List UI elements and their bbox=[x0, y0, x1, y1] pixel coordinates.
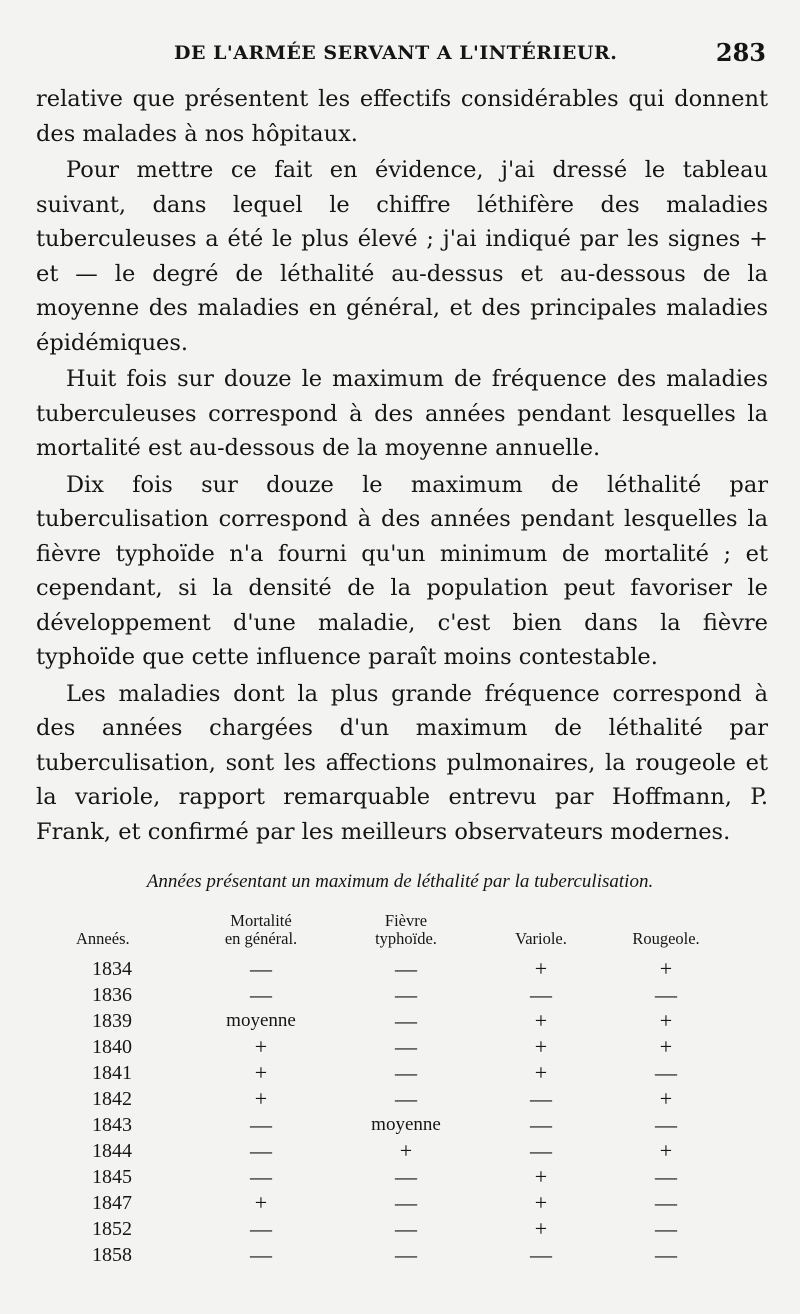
table-row bbox=[76, 1216, 726, 1242]
cell-variole: + bbox=[534, 1216, 548, 1241]
cell-general: + bbox=[254, 1190, 268, 1215]
cell-variole: — bbox=[530, 1242, 552, 1267]
cell-variole: — bbox=[530, 1086, 552, 1111]
cell-general: — bbox=[250, 1112, 272, 1137]
header-typhoid bbox=[336, 912, 476, 956]
paragraph: Pour mettre ce fait en évidence, j'ai dressé le tableau suivant, dans lequel le chiffre léthifère des maladies tuberculeuses a été le plus élevé ; j'ai indiqué par les signes + et — le degré de léthalité au-dessus et au-dessous de la moyenne des maladies en général, et des principales maladies épidémiques. bbox=[36, 157, 768, 356]
cell-variole: — bbox=[530, 982, 552, 1007]
cell-typhoid: + bbox=[399, 1138, 413, 1163]
table-header-row bbox=[76, 912, 726, 956]
table-row bbox=[76, 1190, 726, 1216]
cell-rougeole: + bbox=[659, 1138, 673, 1163]
cell-typhoid: — bbox=[395, 1008, 417, 1033]
header-typhoid-line2: typhoïde. bbox=[375, 929, 437, 948]
cell-rougeole: + bbox=[659, 1008, 673, 1033]
paragraph: Les maladies dont la plus grande fréquence correspond à des années chargées d'un maximum de léthalité par tuberculisation, sont les affections pulmonaires, la rougeole et la variole, rapport remarquable entrevu par Hoffmann, P. Frank, et confirmé par les meilleurs observateurs modernes. bbox=[36, 680, 768, 845]
cell-year: 1844 bbox=[92, 1139, 132, 1162]
cell-typhoid: — bbox=[395, 1034, 417, 1059]
cell-variole: + bbox=[534, 1060, 548, 1085]
cell-general: — bbox=[250, 1164, 272, 1189]
table-row bbox=[76, 1060, 726, 1086]
header-rougeole: Rougeole. bbox=[632, 929, 700, 948]
cell-general: — bbox=[250, 956, 272, 981]
cell-year: 1839 bbox=[92, 1009, 132, 1032]
cell-variole: + bbox=[534, 1190, 548, 1215]
cell-typhoid: — bbox=[395, 1086, 417, 1111]
cell-rougeole: — bbox=[655, 1242, 677, 1267]
table-row bbox=[76, 1138, 726, 1164]
cell-year: 1836 bbox=[92, 983, 132, 1006]
cell-variole: + bbox=[534, 1034, 548, 1059]
cell-typhoid: — bbox=[395, 1060, 417, 1085]
table-title: Années présentant un maximum de léthalité par la tuberculisation. bbox=[146, 871, 654, 892]
cell-year: 1847 bbox=[92, 1191, 132, 1214]
header-general-line1: Mortalité bbox=[230, 911, 292, 930]
header-typhoid-line1: Fièvre bbox=[384, 911, 428, 930]
cell-rougeole: — bbox=[655, 1216, 677, 1241]
table-row bbox=[76, 1164, 726, 1190]
cell-rougeole: + bbox=[659, 1034, 673, 1059]
header-general bbox=[186, 912, 336, 956]
cell-typhoid: — bbox=[395, 1190, 417, 1215]
paragraph: Huit fois sur douze le maximum de fréquence des maladies tuberculeuses correspond à des années pendant lesquelles la mortalité est au-dessous de la moyenne annuelle. bbox=[36, 366, 768, 461]
cell-year: 1840 bbox=[92, 1035, 132, 1058]
cell-general: + bbox=[254, 1060, 268, 1085]
mortality-table bbox=[76, 912, 726, 1268]
table-row bbox=[76, 1034, 726, 1060]
cell-rougeole: — bbox=[655, 1060, 677, 1085]
cell-variole: + bbox=[534, 1008, 548, 1033]
body-text bbox=[36, 82, 768, 851]
cell-variole: + bbox=[534, 1164, 548, 1189]
table-row bbox=[76, 1008, 726, 1034]
cell-year: 1843 bbox=[92, 1113, 132, 1136]
cell-general: — bbox=[250, 982, 272, 1007]
table-row bbox=[76, 1086, 726, 1112]
page-header bbox=[36, 38, 766, 74]
cell-general: + bbox=[254, 1086, 268, 1111]
paragraph: relative que présentent les effectifs considérables qui donnent des malades à nos hôpitaux. bbox=[36, 86, 768, 147]
cell-year: 1842 bbox=[92, 1087, 132, 1110]
table-row bbox=[76, 1112, 726, 1138]
cell-year: 1845 bbox=[92, 1165, 132, 1188]
cell-general: moyenne bbox=[226, 1010, 296, 1031]
cell-rougeole: — bbox=[655, 1164, 677, 1189]
cell-typhoid: — bbox=[395, 956, 417, 981]
cell-rougeole: + bbox=[659, 956, 673, 981]
cell-general: + bbox=[254, 1034, 268, 1059]
cell-typhoid: — bbox=[395, 1164, 417, 1189]
cell-general: — bbox=[250, 1216, 272, 1241]
cell-general: — bbox=[250, 1242, 272, 1267]
cell-typhoid: — bbox=[395, 982, 417, 1007]
cell-variole: + bbox=[534, 956, 548, 981]
cell-variole: — bbox=[530, 1138, 552, 1163]
cell-year: 1834 bbox=[92, 957, 132, 980]
table-row bbox=[76, 1242, 726, 1268]
table-body bbox=[76, 956, 726, 1268]
running-head: DE L'ARMÉE SERVANT A L'INTÉRIEUR. bbox=[174, 42, 618, 64]
cell-year: 1841 bbox=[92, 1061, 132, 1084]
cell-variole: — bbox=[530, 1112, 552, 1137]
cell-year: 1858 bbox=[92, 1243, 132, 1266]
cell-general: — bbox=[250, 1138, 272, 1163]
table-row bbox=[76, 982, 726, 1008]
cell-typhoid: — bbox=[395, 1216, 417, 1241]
header-general-line2: en général. bbox=[224, 929, 298, 948]
cell-rougeole: — bbox=[655, 1112, 677, 1137]
header-variole: Variole. bbox=[515, 929, 567, 948]
cell-rougeole: — bbox=[655, 982, 677, 1007]
cell-rougeole: — bbox=[655, 1190, 677, 1215]
paragraph: Dix fois sur douze le maximum de léthalité par tuberculisation correspond à des années pendant lesquelles la fièvre typhoïde n'a fourni qu'un minimum de mortalité ; et cependant, si la densité de la population peut favoriser le développement d'une maladie, c'est bien dans la fièvre typhoïde que cette influence paraît moins contestable. bbox=[36, 471, 768, 670]
table-row bbox=[76, 956, 726, 982]
cell-typhoid: — bbox=[395, 1242, 417, 1267]
cell-rougeole: + bbox=[659, 1086, 673, 1111]
page-number: 283 bbox=[715, 38, 766, 67]
cell-year: 1852 bbox=[92, 1217, 132, 1240]
cell-typhoid: moyenne bbox=[371, 1114, 441, 1135]
header-year: Anneés. bbox=[76, 929, 130, 948]
